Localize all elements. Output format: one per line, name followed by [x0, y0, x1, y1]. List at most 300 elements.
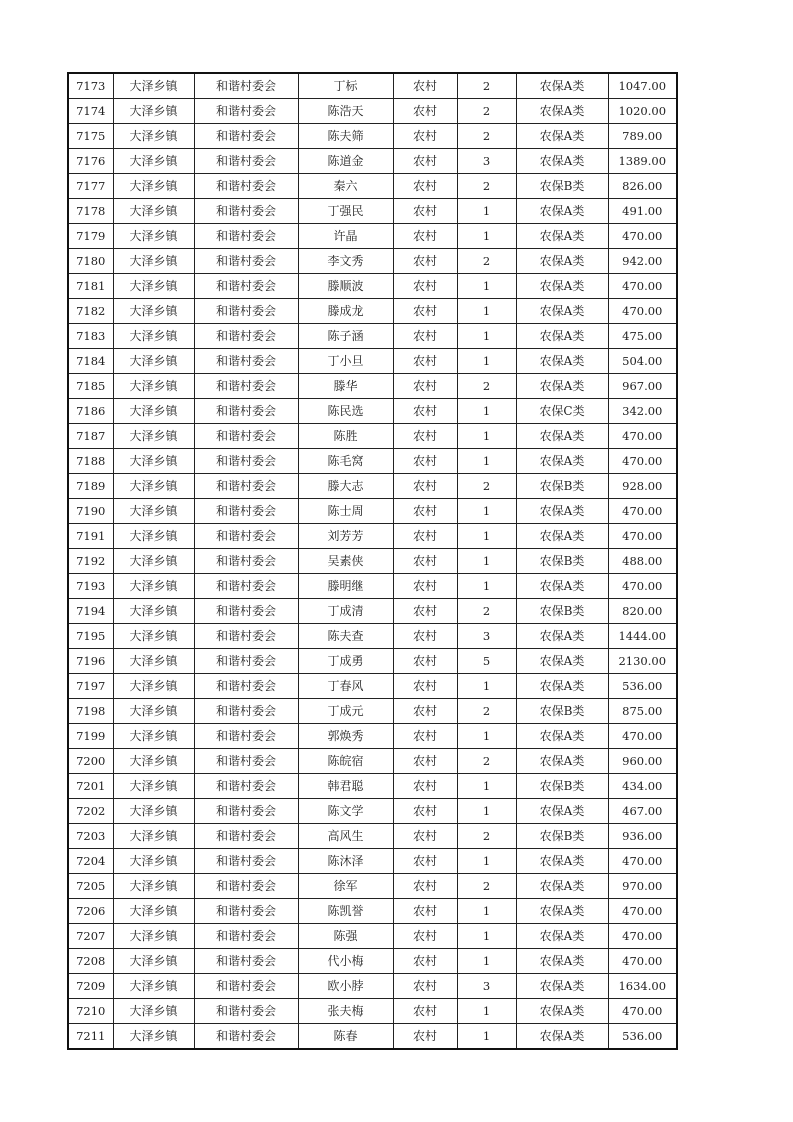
household-type-cell: 农村 — [393, 999, 457, 1024]
name-cell: 丁强民 — [298, 199, 393, 224]
member-count-cell: 1 — [457, 199, 516, 224]
village-committee-cell: 和谐村委会 — [194, 549, 298, 574]
amount-cell: 491.00 — [608, 199, 677, 224]
village-committee-cell: 和谐村委会 — [194, 999, 298, 1024]
table-row — [68, 73, 677, 99]
village-committee-cell: 和谐村委会 — [194, 349, 298, 374]
household-type-cell: 农村 — [393, 849, 457, 874]
household-type-cell: 农村 — [393, 824, 457, 849]
row-number-cell: 7189 — [68, 474, 113, 499]
town-cell: 大泽乡镇 — [113, 899, 194, 924]
row-number-cell: 7209 — [68, 974, 113, 999]
name-cell: 李文秀 — [298, 249, 393, 274]
insurance-category-cell: 农保A类 — [516, 849, 608, 874]
row-number-cell: 7202 — [68, 799, 113, 824]
amount-cell: 960.00 — [608, 749, 677, 774]
village-committee-cell: 和谐村委会 — [194, 649, 298, 674]
row-number-cell: 7177 — [68, 174, 113, 199]
village-committee-cell: 和谐村委会 — [194, 749, 298, 774]
household-type-cell: 农村 — [393, 99, 457, 124]
insurance-category-cell: 农保A类 — [516, 1024, 608, 1050]
member-count-cell: 1 — [457, 999, 516, 1024]
household-type-cell: 农村 — [393, 899, 457, 924]
amount-cell: 820.00 — [608, 599, 677, 624]
row-number-cell: 7182 — [68, 299, 113, 324]
name-cell: 滕大志 — [298, 474, 393, 499]
name-cell: 滕明继 — [298, 574, 393, 599]
member-count-cell: 2 — [457, 374, 516, 399]
town-cell: 大泽乡镇 — [113, 549, 194, 574]
village-committee-cell: 和谐村委会 — [194, 73, 298, 99]
insurance-category-cell: 农保B类 — [516, 174, 608, 199]
amount-cell: 470.00 — [608, 899, 677, 924]
insurance-category-cell: 农保B类 — [516, 474, 608, 499]
town-cell: 大泽乡镇 — [113, 974, 194, 999]
town-cell: 大泽乡镇 — [113, 749, 194, 774]
row-number-cell: 7199 — [68, 724, 113, 749]
insurance-category-cell: 农保B类 — [516, 774, 608, 799]
town-cell: 大泽乡镇 — [113, 999, 194, 1024]
table-row — [68, 874, 677, 899]
member-count-cell: 2 — [457, 99, 516, 124]
household-type-cell: 农村 — [393, 799, 457, 824]
row-number-cell: 7188 — [68, 449, 113, 474]
town-cell: 大泽乡镇 — [113, 774, 194, 799]
insurance-category-cell: 农保A类 — [516, 374, 608, 399]
household-type-cell: 农村 — [393, 1024, 457, 1050]
name-cell: 陈民选 — [298, 399, 393, 424]
amount-cell: 2130.00 — [608, 649, 677, 674]
household-type-cell: 农村 — [393, 524, 457, 549]
table-row — [68, 524, 677, 549]
insurance-category-cell: 农保A类 — [516, 199, 608, 224]
member-count-cell: 1 — [457, 524, 516, 549]
row-number-cell: 7195 — [68, 624, 113, 649]
member-count-cell: 2 — [457, 73, 516, 99]
household-type-cell: 农村 — [393, 249, 457, 274]
town-cell: 大泽乡镇 — [113, 849, 194, 874]
village-committee-cell: 和谐村委会 — [194, 574, 298, 599]
row-number-cell: 7174 — [68, 99, 113, 124]
insurance-category-cell: 农保A类 — [516, 524, 608, 549]
name-cell: 陈春 — [298, 1024, 393, 1050]
table-row — [68, 574, 677, 599]
amount-cell: 1020.00 — [608, 99, 677, 124]
village-committee-cell: 和谐村委会 — [194, 699, 298, 724]
row-number-cell: 7197 — [68, 674, 113, 699]
insurance-category-cell: 农保A类 — [516, 899, 608, 924]
amount-cell: 470.00 — [608, 924, 677, 949]
name-cell: 陈夫查 — [298, 624, 393, 649]
village-committee-cell: 和谐村委会 — [194, 974, 298, 999]
amount-cell: 467.00 — [608, 799, 677, 824]
table-row — [68, 249, 677, 274]
amount-cell: 1047.00 — [608, 73, 677, 99]
insurance-category-cell: 农保A类 — [516, 749, 608, 774]
amount-cell: 504.00 — [608, 349, 677, 374]
table-body — [68, 73, 677, 1049]
name-cell: 丁小旦 — [298, 349, 393, 374]
household-type-cell: 农村 — [393, 149, 457, 174]
table-row — [68, 99, 677, 124]
town-cell: 大泽乡镇 — [113, 474, 194, 499]
member-count-cell: 1 — [457, 1024, 516, 1050]
name-cell: 陈沐泽 — [298, 849, 393, 874]
table-row — [68, 549, 677, 574]
member-count-cell: 5 — [457, 649, 516, 674]
member-count-cell: 3 — [457, 624, 516, 649]
village-committee-cell: 和谐村委会 — [194, 149, 298, 174]
amount-cell: 470.00 — [608, 849, 677, 874]
household-type-cell: 农村 — [393, 624, 457, 649]
household-type-cell: 农村 — [393, 174, 457, 199]
town-cell: 大泽乡镇 — [113, 399, 194, 424]
name-cell: 陈浩天 — [298, 99, 393, 124]
village-committee-cell: 和谐村委会 — [194, 224, 298, 249]
name-cell: 陈强 — [298, 924, 393, 949]
insurance-category-cell: 农保A类 — [516, 349, 608, 374]
insurance-category-cell: 农保A类 — [516, 499, 608, 524]
row-number-cell: 7185 — [68, 374, 113, 399]
town-cell: 大泽乡镇 — [113, 349, 194, 374]
row-number-cell: 7175 — [68, 124, 113, 149]
insurance-category-cell: 农保A类 — [516, 624, 608, 649]
row-number-cell: 7184 — [68, 349, 113, 374]
amount-cell: 970.00 — [608, 874, 677, 899]
insurance-category-cell: 农保B类 — [516, 599, 608, 624]
name-cell: 张夫梅 — [298, 999, 393, 1024]
row-number-cell: 7204 — [68, 849, 113, 874]
table-row — [68, 699, 677, 724]
name-cell: 高风生 — [298, 824, 393, 849]
insurance-category-cell: 农保A类 — [516, 274, 608, 299]
household-type-cell: 农村 — [393, 574, 457, 599]
insurance-category-cell: 农保A类 — [516, 449, 608, 474]
town-cell: 大泽乡镇 — [113, 199, 194, 224]
amount-cell: 470.00 — [608, 449, 677, 474]
table-row — [68, 299, 677, 324]
town-cell: 大泽乡镇 — [113, 524, 194, 549]
insurance-category-cell: 农保A类 — [516, 974, 608, 999]
name-cell: 陈士周 — [298, 499, 393, 524]
town-cell: 大泽乡镇 — [113, 924, 194, 949]
table-row — [68, 849, 677, 874]
table-row — [68, 624, 677, 649]
amount-cell: 470.00 — [608, 299, 677, 324]
village-committee-cell: 和谐村委会 — [194, 674, 298, 699]
name-cell: 徐军 — [298, 874, 393, 899]
insurance-category-cell: 农保A类 — [516, 874, 608, 899]
table-row — [68, 374, 677, 399]
member-count-cell: 1 — [457, 549, 516, 574]
household-type-cell: 农村 — [393, 674, 457, 699]
town-cell: 大泽乡镇 — [113, 649, 194, 674]
member-count-cell: 2 — [457, 124, 516, 149]
member-count-cell: 2 — [457, 699, 516, 724]
row-number-cell: 7192 — [68, 549, 113, 574]
member-count-cell: 1 — [457, 899, 516, 924]
name-cell: 刘芳芳 — [298, 524, 393, 549]
insurance-category-cell: 农保A类 — [516, 799, 608, 824]
household-type-cell: 农村 — [393, 699, 457, 724]
village-committee-cell: 和谐村委会 — [194, 324, 298, 349]
town-cell: 大泽乡镇 — [113, 624, 194, 649]
name-cell: 丁成元 — [298, 699, 393, 724]
table-row — [68, 924, 677, 949]
town-cell: 大泽乡镇 — [113, 73, 194, 99]
row-number-cell: 7207 — [68, 924, 113, 949]
village-committee-cell: 和谐村委会 — [194, 949, 298, 974]
insurance-category-cell: 农保A类 — [516, 124, 608, 149]
member-count-cell: 1 — [457, 924, 516, 949]
row-number-cell: 7201 — [68, 774, 113, 799]
member-count-cell: 2 — [457, 174, 516, 199]
amount-cell: 1389.00 — [608, 149, 677, 174]
town-cell: 大泽乡镇 — [113, 149, 194, 174]
insurance-category-cell: 农保B类 — [516, 549, 608, 574]
town-cell: 大泽乡镇 — [113, 724, 194, 749]
table-row — [68, 974, 677, 999]
household-type-cell: 农村 — [393, 599, 457, 624]
amount-cell: 434.00 — [608, 774, 677, 799]
town-cell: 大泽乡镇 — [113, 124, 194, 149]
household-type-cell: 农村 — [393, 774, 457, 799]
row-number-cell: 7180 — [68, 249, 113, 274]
town-cell: 大泽乡镇 — [113, 324, 194, 349]
row-number-cell: 7178 — [68, 199, 113, 224]
table-row — [68, 149, 677, 174]
table-row — [68, 599, 677, 624]
row-number-cell: 7205 — [68, 874, 113, 899]
row-number-cell: 7173 — [68, 73, 113, 99]
table-row — [68, 324, 677, 349]
household-type-cell: 农村 — [393, 73, 457, 99]
table-row — [68, 774, 677, 799]
member-count-cell: 1 — [457, 274, 516, 299]
village-committee-cell: 和谐村委会 — [194, 799, 298, 824]
table-row — [68, 824, 677, 849]
table-row — [68, 474, 677, 499]
row-number-cell: 7211 — [68, 1024, 113, 1050]
table-row — [68, 724, 677, 749]
amount-cell: 470.00 — [608, 274, 677, 299]
row-number-cell: 7200 — [68, 749, 113, 774]
village-committee-cell: 和谐村委会 — [194, 924, 298, 949]
member-count-cell: 1 — [457, 449, 516, 474]
member-count-cell: 1 — [457, 349, 516, 374]
member-count-cell: 2 — [457, 474, 516, 499]
insurance-category-cell: 农保A类 — [516, 149, 608, 174]
name-cell: 滕华 — [298, 374, 393, 399]
amount-cell: 488.00 — [608, 549, 677, 574]
insurance-category-cell: 农保A类 — [516, 73, 608, 99]
town-cell: 大泽乡镇 — [113, 374, 194, 399]
village-committee-cell: 和谐村委会 — [194, 474, 298, 499]
name-cell: 欧小脖 — [298, 974, 393, 999]
amount-cell: 470.00 — [608, 424, 677, 449]
household-type-cell: 农村 — [393, 474, 457, 499]
village-committee-cell: 和谐村委会 — [194, 599, 298, 624]
member-count-cell: 1 — [457, 424, 516, 449]
amount-cell: 826.00 — [608, 174, 677, 199]
member-count-cell: 1 — [457, 849, 516, 874]
town-cell: 大泽乡镇 — [113, 274, 194, 299]
village-committee-cell: 和谐村委会 — [194, 1024, 298, 1050]
name-cell: 许晶 — [298, 224, 393, 249]
village-committee-cell: 和谐村委会 — [194, 774, 298, 799]
name-cell: 韩君聪 — [298, 774, 393, 799]
table-row — [68, 124, 677, 149]
name-cell: 滕成龙 — [298, 299, 393, 324]
village-committee-cell: 和谐村委会 — [194, 124, 298, 149]
town-cell: 大泽乡镇 — [113, 874, 194, 899]
table-row — [68, 499, 677, 524]
town-cell: 大泽乡镇 — [113, 424, 194, 449]
row-number-cell: 7203 — [68, 824, 113, 849]
village-committee-cell: 和谐村委会 — [194, 99, 298, 124]
name-cell: 陈夫筛 — [298, 124, 393, 149]
amount-cell: 1444.00 — [608, 624, 677, 649]
row-number-cell: 7194 — [68, 599, 113, 624]
row-number-cell: 7187 — [68, 424, 113, 449]
amount-cell: 470.00 — [608, 499, 677, 524]
town-cell: 大泽乡镇 — [113, 174, 194, 199]
town-cell: 大泽乡镇 — [113, 599, 194, 624]
name-cell: 丁春风 — [298, 674, 393, 699]
name-cell: 陈文学 — [298, 799, 393, 824]
village-committee-cell: 和谐村委会 — [194, 249, 298, 274]
name-cell: 陈子涵 — [298, 324, 393, 349]
town-cell: 大泽乡镇 — [113, 249, 194, 274]
town-cell: 大泽乡镇 — [113, 99, 194, 124]
insurance-category-cell: 农保A类 — [516, 324, 608, 349]
table-row — [68, 899, 677, 924]
town-cell: 大泽乡镇 — [113, 299, 194, 324]
row-number-cell: 7198 — [68, 699, 113, 724]
amount-cell: 536.00 — [608, 1024, 677, 1050]
amount-cell: 470.00 — [608, 949, 677, 974]
amount-cell: 470.00 — [608, 524, 677, 549]
name-cell: 吴素侠 — [298, 549, 393, 574]
name-cell: 陈皖宿 — [298, 749, 393, 774]
household-type-cell: 农村 — [393, 324, 457, 349]
household-type-cell: 农村 — [393, 924, 457, 949]
household-type-cell: 农村 — [393, 549, 457, 574]
member-count-cell: 1 — [457, 774, 516, 799]
table-row — [68, 174, 677, 199]
amount-cell: 936.00 — [608, 824, 677, 849]
household-type-cell: 农村 — [393, 374, 457, 399]
town-cell: 大泽乡镇 — [113, 574, 194, 599]
table-row — [68, 274, 677, 299]
insurance-category-cell: 农保A类 — [516, 724, 608, 749]
table-row — [68, 449, 677, 474]
town-cell: 大泽乡镇 — [113, 1024, 194, 1050]
row-number-cell: 7181 — [68, 274, 113, 299]
amount-cell: 470.00 — [608, 999, 677, 1024]
amount-cell: 536.00 — [608, 674, 677, 699]
insurance-category-cell: 农保A类 — [516, 299, 608, 324]
insurance-category-cell: 农保A类 — [516, 999, 608, 1024]
table-row — [68, 224, 677, 249]
household-type-cell: 农村 — [393, 274, 457, 299]
household-type-cell: 农村 — [393, 874, 457, 899]
amount-cell: 470.00 — [608, 224, 677, 249]
name-cell: 陈胜 — [298, 424, 393, 449]
amount-cell: 475.00 — [608, 324, 677, 349]
town-cell: 大泽乡镇 — [113, 824, 194, 849]
member-count-cell: 1 — [457, 224, 516, 249]
name-cell: 代小梅 — [298, 949, 393, 974]
town-cell: 大泽乡镇 — [113, 674, 194, 699]
amount-cell: 470.00 — [608, 574, 677, 599]
village-committee-cell: 和谐村委会 — [194, 399, 298, 424]
town-cell: 大泽乡镇 — [113, 449, 194, 474]
amount-cell: 789.00 — [608, 124, 677, 149]
village-committee-cell: 和谐村委会 — [194, 524, 298, 549]
village-committee-cell: 和谐村委会 — [194, 849, 298, 874]
household-type-cell: 农村 — [393, 349, 457, 374]
insurance-category-cell: 农保A类 — [516, 249, 608, 274]
member-count-cell: 2 — [457, 824, 516, 849]
household-type-cell: 农村 — [393, 974, 457, 999]
member-count-cell: 1 — [457, 724, 516, 749]
row-number-cell: 7193 — [68, 574, 113, 599]
table-row — [68, 949, 677, 974]
row-number-cell: 7208 — [68, 949, 113, 974]
amount-cell: 342.00 — [608, 399, 677, 424]
amount-cell: 928.00 — [608, 474, 677, 499]
village-committee-cell: 和谐村委会 — [194, 274, 298, 299]
town-cell: 大泽乡镇 — [113, 699, 194, 724]
table-row — [68, 349, 677, 374]
household-type-cell: 农村 — [393, 499, 457, 524]
insurance-category-cell: 农保A类 — [516, 574, 608, 599]
member-count-cell: 3 — [457, 974, 516, 999]
household-type-cell: 农村 — [393, 199, 457, 224]
row-number-cell: 7206 — [68, 899, 113, 924]
member-count-cell: 1 — [457, 674, 516, 699]
insurance-category-cell: 农保C类 — [516, 399, 608, 424]
member-count-cell: 1 — [457, 324, 516, 349]
household-type-cell: 农村 — [393, 299, 457, 324]
village-committee-cell: 和谐村委会 — [194, 899, 298, 924]
amount-cell: 875.00 — [608, 699, 677, 724]
household-type-cell: 农村 — [393, 224, 457, 249]
village-committee-cell: 和谐村委会 — [194, 874, 298, 899]
village-committee-cell: 和谐村委会 — [194, 374, 298, 399]
town-cell: 大泽乡镇 — [113, 799, 194, 824]
household-type-cell: 农村 — [393, 724, 457, 749]
member-count-cell: 2 — [457, 749, 516, 774]
town-cell: 大泽乡镇 — [113, 949, 194, 974]
name-cell: 郭焕秀 — [298, 724, 393, 749]
row-number-cell: 7196 — [68, 649, 113, 674]
table-row — [68, 674, 677, 699]
household-type-cell: 农村 — [393, 749, 457, 774]
member-count-cell: 1 — [457, 574, 516, 599]
village-committee-cell: 和谐村委会 — [194, 449, 298, 474]
row-number-cell: 7176 — [68, 149, 113, 174]
row-number-cell: 7191 — [68, 524, 113, 549]
member-count-cell: 2 — [457, 874, 516, 899]
household-type-cell: 农村 — [393, 399, 457, 424]
village-committee-cell: 和谐村委会 — [194, 199, 298, 224]
insurance-category-cell: 农保B类 — [516, 824, 608, 849]
town-cell: 大泽乡镇 — [113, 224, 194, 249]
insurance-category-cell: 农保A类 — [516, 949, 608, 974]
member-count-cell: 1 — [457, 299, 516, 324]
